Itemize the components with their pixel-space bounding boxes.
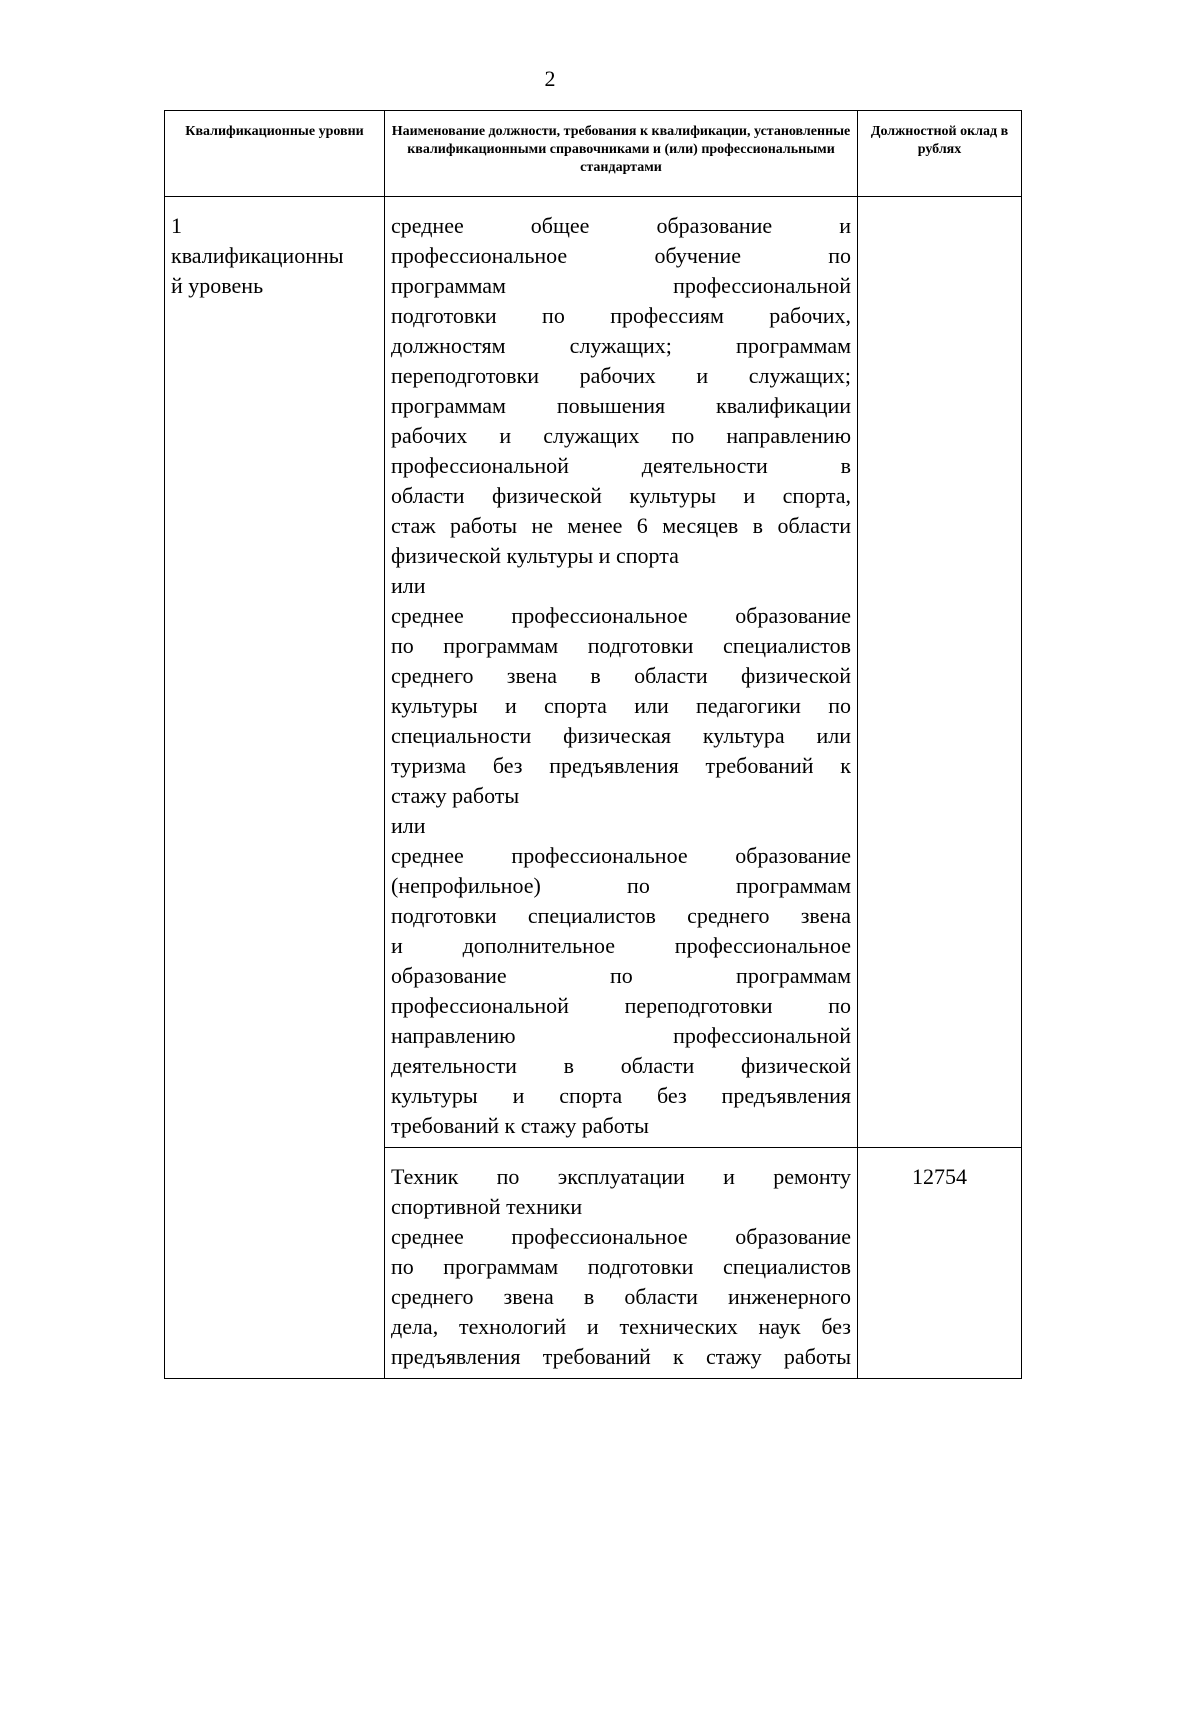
requirement-text-line: подготовки по профессиям рабочих, bbox=[391, 303, 851, 328]
table-row bbox=[165, 197, 1022, 1148]
requirement-text-line: программам повышения квалификации bbox=[391, 393, 851, 418]
salary-cell bbox=[858, 197, 1022, 1148]
header-position-requirements: Наименование должности, требования к квалификации, установленные квалификационными справочниками и (или) профессиональными стандартами bbox=[385, 111, 858, 197]
header-salary: Должностной оклад в рублях bbox=[858, 111, 1022, 197]
table-header-row bbox=[165, 111, 1022, 197]
level-cell bbox=[165, 197, 385, 1379]
requirement-text-line: спортивной техники bbox=[391, 1194, 583, 1219]
requirement-text-line: подготовки специалистов среднего звена bbox=[391, 903, 851, 928]
requirement-text-line: области физической культуры и спорта, bbox=[391, 483, 851, 508]
requirement-text-line: (непрофильное) по программам bbox=[391, 873, 851, 898]
requirement-text-line: культуры и спорта или педагогики по bbox=[391, 693, 851, 718]
requirement-text-line: деятельности в области физической bbox=[391, 1053, 851, 1078]
requirement-text-line: или bbox=[391, 573, 426, 598]
requirement-text-line: Техник по эксплуатации и ремонту bbox=[391, 1164, 851, 1189]
requirement-text-line: рабочих и служащих по направлению bbox=[391, 423, 851, 448]
requirement-text-line: или bbox=[391, 813, 426, 838]
requirement-text-line: культуры и спорта без предъявления bbox=[391, 1083, 851, 1108]
level-text-line: 1 bbox=[171, 213, 182, 238]
requirement-text-line: направлению профессиональной bbox=[391, 1023, 851, 1048]
requirement-text-line: среднее профессиональное образование bbox=[391, 1224, 851, 1249]
requirement-text-line: физической культуры и спорта bbox=[391, 543, 679, 568]
level-text-line: квалификационны bbox=[171, 243, 344, 268]
page-number: 2 bbox=[544, 66, 556, 91]
requirements-cell bbox=[385, 1148, 858, 1379]
requirement-text-line: среднего звена в области инженерного bbox=[391, 1284, 851, 1309]
requirement-text-line: профессиональной переподготовки по bbox=[391, 993, 851, 1018]
requirement-text-line: переподготовки рабочих и служащих; bbox=[391, 363, 851, 388]
requirement-text-line: среднее общее образование и bbox=[391, 213, 851, 238]
requirements-cell bbox=[385, 197, 858, 1148]
requirement-text-line: по программам подготовки специалистов bbox=[391, 1254, 851, 1279]
requirement-text-line: должностям служащих; программам bbox=[391, 333, 851, 358]
level-text-line: й уровень bbox=[171, 273, 264, 298]
requirement-text-line: профессиональной деятельности в bbox=[391, 453, 851, 478]
requirement-text-line: предъявления требований к стажу работы bbox=[391, 1344, 851, 1369]
requirement-text-line: стаж работы не менее 6 месяцев в области bbox=[391, 513, 851, 538]
requirement-text-line: профессиональное обучение по bbox=[391, 243, 851, 268]
requirement-text-line: по программам подготовки специалистов bbox=[391, 633, 851, 658]
requirement-text-line: требований к стажу работы bbox=[391, 1113, 649, 1138]
requirement-text-line: дела, технологий и технических наук без bbox=[391, 1314, 851, 1339]
qualification-table bbox=[164, 110, 1022, 1379]
salary-cell: 12754 bbox=[858, 1148, 1022, 1379]
requirement-text-line: образование по программам bbox=[391, 963, 851, 988]
requirement-text-line: среднее профессиональное образование bbox=[391, 843, 851, 868]
requirement-text-line: стажу работы bbox=[391, 783, 520, 808]
header-qualification-levels: Квалификационные уровни bbox=[165, 111, 385, 197]
requirement-text-line: и дополнительное профессиональное bbox=[391, 933, 851, 958]
requirement-text-line: специальности физическая культура или bbox=[391, 723, 851, 748]
requirement-text-line: среднее профессиональное образование bbox=[391, 603, 851, 628]
requirement-text-line: среднего звена в области физической bbox=[391, 663, 851, 688]
requirement-text-line: туризма без предъявления требований к bbox=[391, 753, 851, 778]
requirement-text-line: программам профессиональной bbox=[391, 273, 851, 298]
